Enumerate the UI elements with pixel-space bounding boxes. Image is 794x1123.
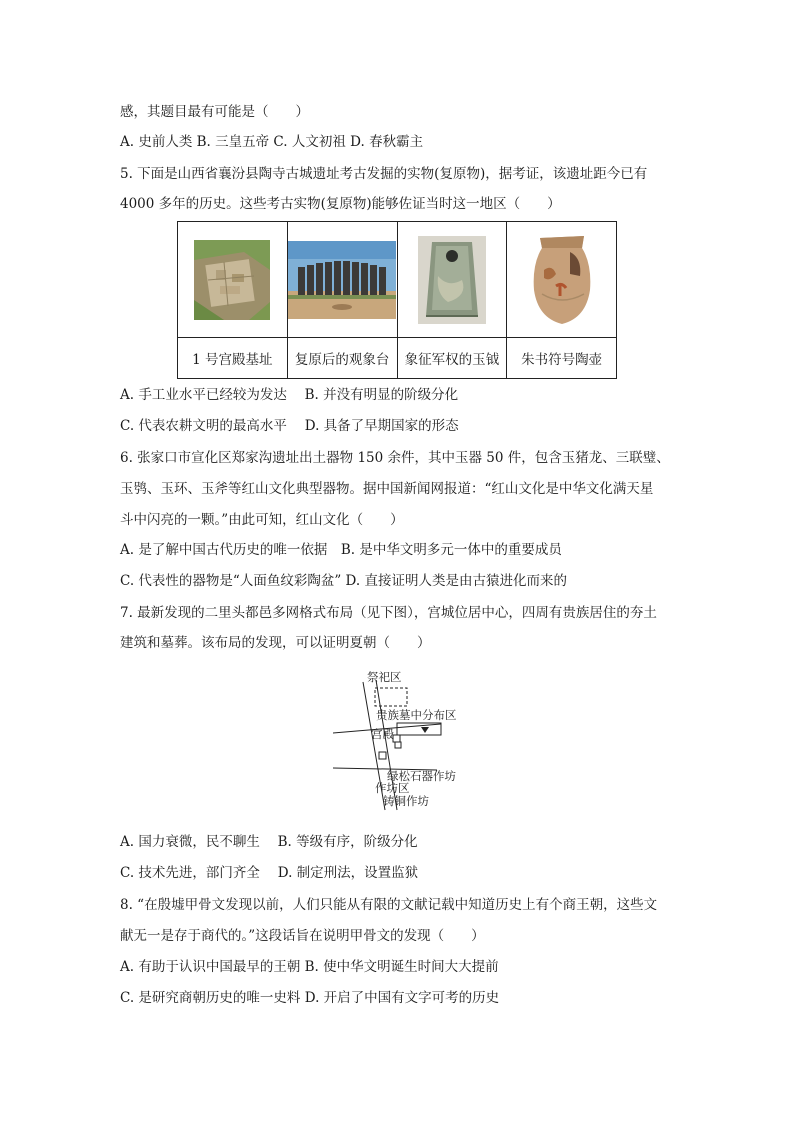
q5-options-line1: A. 手工业水平已经较为发达 B. 并没有明显的阶级分化 [120,387,459,403]
q6-stem-line1: 6. 张家口市宣化区郑家沟遗址出土器物 150 余件，其中玉器 50 件，包含玉猪龙、三联璧、 [120,450,670,466]
palace-foundation-cell [178,222,288,338]
palace-marker-1 [393,735,400,742]
q8-options-line2: C. 是研究商朝历史的唯一史料 D. 开启了中国有文字可考的历史 [120,990,500,1006]
map-label-bronze: 铸铜作坊 [383,794,429,808]
q7-stem-line1: 7. 最新发现的二里头都邑多网格式布局（见下图），宫城位居中心，四周有贵族居住的夯土 [120,605,657,621]
observatory-photo [288,241,396,319]
erlitou-layout-map [333,670,473,815]
q4-stem-end: 感，其题目最有可能是（ ） [120,104,309,120]
q7-options-line1: A. 国力衰微，民不聊生 B. 等级有序，阶级分化 [120,834,418,850]
caption-observatory: 复原后的观象台 [287,338,397,379]
map-label-palace: 宫殿 [371,727,394,741]
artifact-table [177,221,617,379]
palace-marker-3 [379,752,386,759]
caption-palace-foundation: 1 号宫殿基址 [178,338,288,379]
map-label-noble-tombs: 贵族墓中分布区 [376,708,457,722]
palace-marker-2 [395,742,401,748]
pottery-pot-photo [526,234,598,326]
map-label-turquoise: 绿松石器作坊 [387,769,456,783]
q8-options-line1: A. 有助于认识中国最早的王朝 B. 使中华文明诞生时间大大提前 [120,959,499,975]
jade-axe-photo [418,236,486,324]
q4-options: A. 史前人类 B. 三皇五帝 C. 人文初祖 D. 春秋霸主 [120,134,424,150]
q6-options-line2: C. 代表性的器物是“人面鱼纹彩陶盆” D. 直接证明人类是由古猿进化而来的 [120,573,567,589]
q6-options-line1: A. 是了解中国古代历史的唯一依据 B. 是中华文明多元一体中的重要成员 [120,542,562,558]
map-arrow-icon [421,727,429,733]
q7-options-line2: C. 技术先进，部门齐全 D. 制定刑法，设置监狱 [120,865,419,881]
q8-stem-line1: 8. “在殷墟甲骨文发现以前，人们只能从有限的文献记载中知道历史上有个商王朝，这些文 [120,897,658,913]
pottery-pot-cell [507,222,617,338]
palace-foundation-photo [194,240,270,320]
q6-stem-line3: 斗中闪亮的一颗。”由此可知，红山文化（ ） [120,512,404,528]
q8-stem-line2: 献无一是存于商代的。”这段话旨在说明甲骨文的发现（ ） [120,928,485,944]
map-label-workshop-area: 作坊区 [375,781,410,795]
q5-options-line2: C. 代表农耕文明的最高水平 D. 具备了早期国家的形态 [120,418,459,434]
q6-stem-line2: 玉鸮、玉环、玉斧等红山文化典型器物。据中国新闻网报道：“红山文化是中华文化满天星 [120,481,654,497]
caption-pottery-pot: 朱书符号陶壶 [507,338,617,379]
caption-jade-axe: 象征军权的玉钺 [397,338,507,379]
q7-stem-line2: 建筑和墓葬。该布局的发现，可以证明夏朝（ ） [120,635,431,651]
q5-stem-line2: 4000 多年的历史。这些考古实物(复原物)能够佐证当时这一地区（ ） [120,196,561,212]
q5-stem-line1: 5. 下面是山西省襄汾县陶寺古城遗址考古发掘的实物(复原物)，据考证，该遗址距今已有 [120,166,648,182]
jade-axe-cell [397,222,507,338]
observatory-cell [287,222,397,338]
map-label-sacrifice: 祭祀区 [367,670,402,684]
